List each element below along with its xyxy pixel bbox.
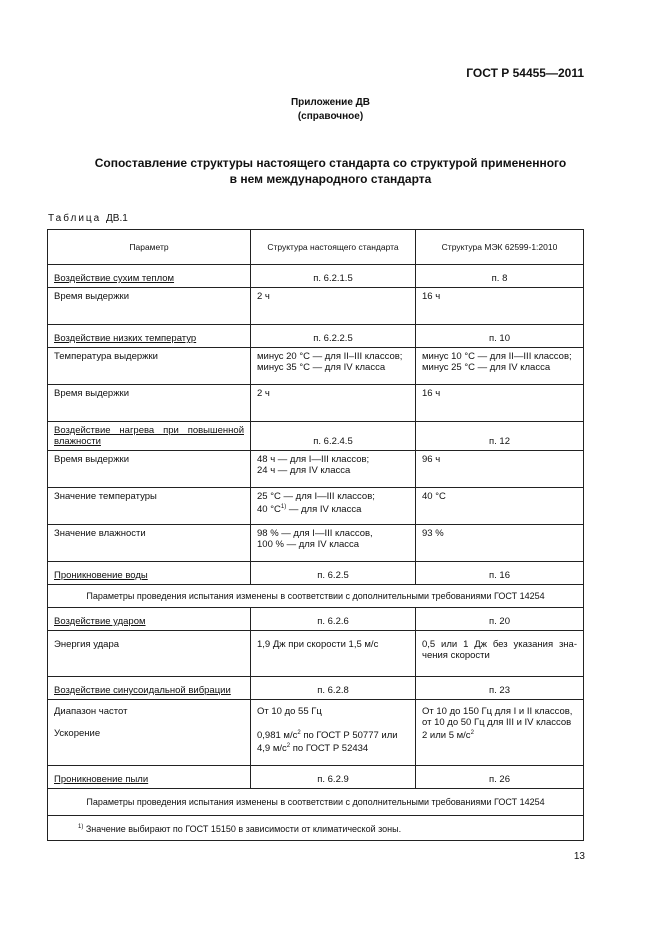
- param-cell: Время выдержки: [48, 288, 251, 325]
- header-iec-structure: Структура МЭК 62599-1:2010: [416, 230, 584, 265]
- section-name: Воздействие ударом: [48, 608, 251, 631]
- table-row: [48, 451, 584, 488]
- superscript: 2: [470, 730, 474, 736]
- iec-cell: 93 %: [416, 525, 584, 562]
- gost-value-suffix: — для IV класса: [286, 504, 362, 516]
- footnote-mark: 1): [78, 823, 84, 830]
- gost-line: От 10 до 55 Гц: [257, 706, 322, 717]
- gost-line: [257, 502, 409, 515]
- page-number: 13: [573, 851, 585, 862]
- note-row: [48, 585, 584, 608]
- table-label: [48, 213, 128, 224]
- iec-line: от 10 до 50 Гц для III и IV классов: [422, 717, 572, 728]
- gost-line: 25 °С — для I—III классов;: [257, 491, 375, 502]
- title-line-1: Сопоставление структуры настоящего стандарта со структурой примененного: [94, 156, 567, 170]
- section-iec-clause: п. 23: [416, 677, 584, 700]
- param-line: Диапазон частот: [54, 706, 128, 717]
- section-name: Воздействие синусоидальной вибрации: [48, 677, 251, 700]
- gost-cell: [251, 451, 416, 488]
- section-iec-clause: п. 8: [416, 265, 584, 288]
- table-label-number: ДВ.1: [106, 213, 128, 224]
- section-name-line: Воздействие нагрева при повышенной: [54, 425, 244, 436]
- iec-line: От 10 до 150 Гц для I и II классов,: [422, 706, 573, 717]
- footnote-text: Значение выбирают по ГОСТ 15150 в зависимости от климатической зоны.: [85, 823, 402, 834]
- section-row: [48, 677, 584, 700]
- table-row: [48, 631, 584, 677]
- iec-cell: 40 °С: [416, 488, 584, 525]
- note-row: [48, 789, 584, 816]
- note-cell: Параметры проведения испытания изменены в соответствии с дополнительными требованиями ГОСТ 14254: [48, 585, 584, 608]
- gost-line: [257, 728, 409, 741]
- gost-cell: [251, 525, 416, 562]
- document-id: ГОСТ Р 54455—2011: [466, 66, 584, 80]
- section-iec-clause: п. 20: [416, 608, 584, 631]
- iec-cell: [416, 348, 584, 385]
- table-row: [48, 700, 584, 766]
- iec-cell: 16 ч: [416, 288, 584, 325]
- param-line: Ускорение: [54, 728, 101, 739]
- table-row: [48, 488, 584, 525]
- param-cell: Энергия удара: [48, 631, 251, 677]
- header-gost-structure: Структура настоящего стандарта: [251, 230, 416, 265]
- iec-line: минус 25 °С — для IV класса: [422, 362, 551, 373]
- gost-line: минус 35 °С — для IV класса: [257, 362, 386, 373]
- footnote-ref: 1): [280, 504, 287, 510]
- section-name: Проникновение воды: [48, 562, 251, 585]
- section-gost-clause: п. 6.2.4.5: [251, 422, 416, 451]
- gost-value-suffix: по ГОСТ Р 50777 или: [300, 730, 398, 742]
- table-header-row: [48, 230, 584, 265]
- section-row: [48, 608, 584, 631]
- table-label-prefix: Таблица: [48, 213, 102, 224]
- table-row: [48, 385, 584, 422]
- section-row: [48, 265, 584, 288]
- section-row: [48, 562, 584, 585]
- gost-cell: 2 ч: [251, 385, 416, 422]
- title-line-2: в нем международного стандарта: [229, 172, 432, 186]
- section-name: Воздействие низких температур: [48, 325, 251, 348]
- param-cell: Время выдержки: [48, 451, 251, 488]
- param-cell: Время выдержки: [48, 385, 251, 422]
- superscript: 2: [297, 730, 301, 736]
- gost-line: 98 % — для I—III классов,: [257, 528, 373, 539]
- iec-cell: 16 ч: [416, 385, 584, 422]
- footnote-cell: [48, 816, 584, 841]
- table-row: [48, 348, 584, 385]
- appendix-subtitle: (справочное): [297, 111, 364, 122]
- gost-cell: [251, 348, 416, 385]
- section-row: [48, 422, 584, 451]
- section-row: [48, 766, 584, 789]
- comparison-table: [47, 229, 584, 841]
- gost-line: 24 ч — для IV класса: [257, 465, 351, 476]
- gost-line: 48 ч — для I—III классов;: [257, 454, 370, 465]
- gost-value: 0,981 м/с: [257, 730, 298, 742]
- iec-cell: [416, 700, 584, 766]
- appendix-title: Приложение ДВ: [290, 97, 371, 108]
- iec-line: [422, 728, 577, 741]
- iec-line: 0,5 или 1 Дж без указания зна-: [422, 639, 577, 650]
- section-iec-clause: п. 16: [416, 562, 584, 585]
- gost-cell: [251, 700, 416, 766]
- iec-cell: [416, 631, 584, 677]
- iec-line: чения скорости: [422, 650, 490, 661]
- gost-line: [257, 741, 409, 754]
- param-cell: [48, 700, 251, 766]
- section-gost-clause: п. 6.2.6: [251, 608, 416, 631]
- section-name: Воздействие сухим теплом: [48, 265, 251, 288]
- header-parameter: Параметр: [48, 230, 251, 265]
- gost-cell: [251, 488, 416, 525]
- section-iec-clause: п. 12: [416, 422, 584, 451]
- note-cell: Параметры проведения испытания изменены в соответствии с дополнительными требованиями ГОСТ 14254: [48, 789, 584, 816]
- section-name: Проникновение пыли: [48, 766, 251, 789]
- section-iec-clause: п. 26: [416, 766, 584, 789]
- page-title: [60, 155, 601, 187]
- section-name-line: влажности: [54, 436, 101, 447]
- superscript: 2: [286, 743, 291, 750]
- table-row: [48, 525, 584, 562]
- appendix-heading: [0, 96, 661, 124]
- section-gost-clause: п. 6.2.2.5: [251, 325, 416, 348]
- section-gost-clause: п. 6.2.5: [251, 562, 416, 585]
- param-cell: Температура выдержки: [48, 348, 251, 385]
- gost-cell: 1,9 Дж при скорости 1,5 м/с: [251, 631, 416, 677]
- section-name: [48, 422, 251, 451]
- param-cell: Значение влажности: [48, 525, 251, 562]
- gost-value-suffix: по ГОСТ Р 52434: [290, 743, 369, 755]
- section-gost-clause: п. 6.2.1.5: [251, 265, 416, 288]
- section-gost-clause: п. 6.2.8: [251, 677, 416, 700]
- iec-value: 2 или 5 м/с: [422, 730, 471, 742]
- gost-line: минус 20 °С — для II–III классов;: [257, 351, 403, 362]
- iec-cell: 96 ч: [416, 451, 584, 488]
- section-iec-clause: п. 10: [416, 325, 584, 348]
- section-row: [48, 325, 584, 348]
- table-row: [48, 288, 584, 325]
- gost-value: 4,9 м/с: [257, 743, 287, 755]
- section-gost-clause: п. 6.2.9: [251, 766, 416, 789]
- gost-value: 40 °С: [257, 504, 281, 516]
- gost-cell: 2 ч: [251, 288, 416, 325]
- footnote-row: [48, 816, 584, 841]
- iec-line: минус 10 °С — для II—III классов;: [422, 351, 572, 362]
- param-cell: Значение температуры: [48, 488, 251, 525]
- gost-line: 100 % — для IV класса: [257, 539, 360, 550]
